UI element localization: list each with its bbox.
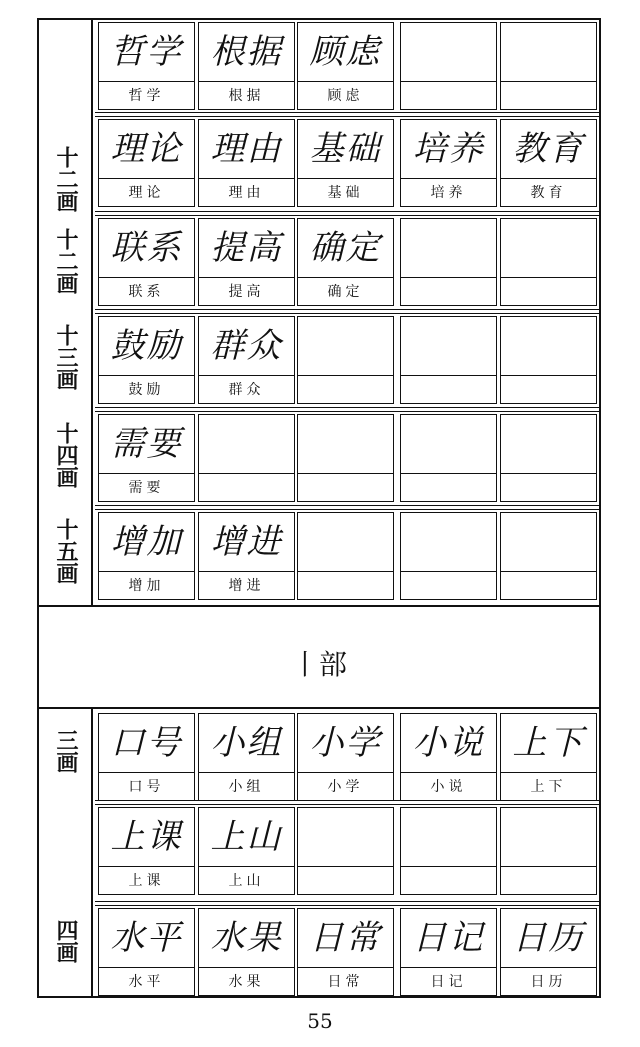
row-separator xyxy=(95,505,601,510)
cell-divider xyxy=(298,571,393,572)
cursive-word: 提高 xyxy=(210,228,283,268)
cell-divider xyxy=(501,967,596,968)
printed-word: 小学 xyxy=(327,779,364,795)
cell-divider xyxy=(99,178,194,179)
printed-word: 增进 xyxy=(228,578,265,594)
printed-word: 基础 xyxy=(327,185,364,201)
cell-divider xyxy=(99,866,194,867)
character-cell xyxy=(198,512,295,600)
cell-divider xyxy=(199,81,294,82)
cursive-word: 日历 xyxy=(512,918,585,958)
character-cell xyxy=(297,218,394,306)
character-cell xyxy=(500,908,597,996)
cell-divider xyxy=(99,967,194,968)
cursive-word xyxy=(401,808,496,866)
printed-word: 顾虑 xyxy=(327,88,364,104)
cursive-word xyxy=(501,808,596,866)
printed-word: 群众 xyxy=(228,382,265,398)
stroke-label-15 xyxy=(37,518,93,591)
cell-divider xyxy=(99,375,194,376)
printed-word: 水果 xyxy=(228,974,265,990)
stroke-label-3 xyxy=(37,729,93,780)
cell-divider xyxy=(199,178,294,179)
cell-divider xyxy=(298,473,393,474)
stroke-label-3-text: 三画 xyxy=(53,729,78,773)
cell-divider xyxy=(99,473,194,474)
cursive-word: 培养 xyxy=(412,129,485,169)
cell-divider xyxy=(298,375,393,376)
character-cell xyxy=(297,414,394,502)
character-cell xyxy=(98,908,195,996)
cursive-word xyxy=(298,808,393,866)
cursive-word: 水平 xyxy=(110,918,183,958)
printed-word: 培养 xyxy=(430,185,467,201)
character-cell xyxy=(500,414,597,502)
cursive-word: 理由 xyxy=(210,129,283,169)
character-cell xyxy=(198,218,295,306)
character-cell xyxy=(297,807,394,895)
cursive-word xyxy=(501,513,596,571)
printed-word xyxy=(401,573,496,599)
printed-word: 增加 xyxy=(128,578,165,594)
printed-word xyxy=(501,475,596,501)
character-cell xyxy=(198,316,295,404)
stroke-label-12-text: 十二画 xyxy=(53,146,78,212)
cell-divider xyxy=(401,967,496,968)
cell-divider xyxy=(99,277,194,278)
cell-divider xyxy=(501,473,596,474)
character-cell xyxy=(198,119,295,207)
cell-divider xyxy=(199,967,294,968)
cursive-word: 根据 xyxy=(210,32,283,72)
cursive-word: 增加 xyxy=(110,522,183,562)
character-cell xyxy=(98,218,195,306)
stroke-label-4 xyxy=(37,919,93,970)
cell-divider xyxy=(501,866,596,867)
stroke-label-12b xyxy=(37,228,93,301)
character-cell xyxy=(297,713,394,801)
cursive-word xyxy=(199,415,294,473)
row-separator xyxy=(95,901,601,906)
character-cell xyxy=(198,807,295,895)
printed-word xyxy=(501,573,596,599)
stroke-label-14 xyxy=(37,422,93,495)
cursive-word: 上山 xyxy=(210,817,283,857)
cell-divider xyxy=(501,772,596,773)
printed-word xyxy=(501,279,596,305)
cursive-word: 小组 xyxy=(210,723,283,763)
section-title: 丨部 xyxy=(290,648,347,681)
cell-divider xyxy=(401,772,496,773)
cursive-word xyxy=(501,23,596,81)
printed-word xyxy=(199,475,294,501)
cell-divider xyxy=(199,772,294,773)
cell-divider xyxy=(501,81,596,82)
cursive-word: 哲学 xyxy=(110,32,183,72)
character-cell xyxy=(500,218,597,306)
character-cell xyxy=(98,713,195,801)
character-cell xyxy=(400,414,497,502)
cursive-word: 上课 xyxy=(110,817,183,857)
cell-divider xyxy=(401,571,496,572)
cell-divider xyxy=(99,81,194,82)
cursive-word: 群众 xyxy=(210,326,283,366)
cell-divider xyxy=(199,375,294,376)
printed-word: 哲学 xyxy=(128,88,165,104)
stroke-label-15-text: 十五画 xyxy=(53,518,78,584)
cursive-word: 水果 xyxy=(210,918,283,958)
cursive-word: 增进 xyxy=(210,522,283,562)
cursive-word xyxy=(298,317,393,375)
cursive-word: 需要 xyxy=(110,424,183,464)
row-separator xyxy=(95,309,601,314)
character-cell xyxy=(198,414,295,502)
cursive-word: 教育 xyxy=(512,129,585,169)
character-cell xyxy=(297,908,394,996)
printed-word xyxy=(401,868,496,894)
character-cell xyxy=(400,316,497,404)
printed-word: 上课 xyxy=(128,873,165,889)
cursive-word: 上下 xyxy=(512,723,585,763)
character-cell xyxy=(98,119,195,207)
stroke-label-13-text: 十三画 xyxy=(53,324,78,390)
cursive-word xyxy=(401,317,496,375)
character-cell xyxy=(198,908,295,996)
printed-word: 上下 xyxy=(530,779,567,795)
cell-divider xyxy=(298,81,393,82)
printed-word: 水平 xyxy=(128,974,165,990)
printed-word: 理论 xyxy=(128,185,165,201)
character-cell xyxy=(400,908,497,996)
character-cell xyxy=(400,218,497,306)
cursive-word: 顾虑 xyxy=(309,32,382,72)
cursive-word xyxy=(401,415,496,473)
character-cell xyxy=(500,119,597,207)
character-cell xyxy=(98,316,195,404)
printed-word: 理由 xyxy=(228,185,265,201)
character-cell xyxy=(400,713,497,801)
printed-word xyxy=(298,475,393,501)
cell-divider xyxy=(501,571,596,572)
stroke-label-12 xyxy=(37,146,93,219)
cursive-word xyxy=(501,317,596,375)
stroke-label-13 xyxy=(37,324,93,397)
cell-divider xyxy=(298,772,393,773)
character-cell xyxy=(98,512,195,600)
character-cell xyxy=(400,807,497,895)
character-cell xyxy=(400,512,497,600)
cell-divider xyxy=(501,178,596,179)
printed-word xyxy=(501,868,596,894)
cell-divider xyxy=(199,571,294,572)
character-cell xyxy=(98,807,195,895)
cell-divider xyxy=(99,571,194,572)
stroke-label-column-bottom xyxy=(37,709,93,998)
printed-word xyxy=(298,377,393,403)
character-cell xyxy=(500,22,597,110)
row-separator xyxy=(95,800,601,805)
cursive-word: 确定 xyxy=(309,228,382,268)
cursive-word xyxy=(298,415,393,473)
printed-word xyxy=(298,868,393,894)
cursive-word xyxy=(298,513,393,571)
printed-word: 上山 xyxy=(228,873,265,889)
printed-word: 日常 xyxy=(327,974,364,990)
printed-word: 小组 xyxy=(228,779,265,795)
cursive-word: 理论 xyxy=(110,129,183,169)
printed-word xyxy=(401,475,496,501)
printed-word: 日历 xyxy=(530,974,567,990)
cell-divider xyxy=(401,866,496,867)
cell-divider xyxy=(501,277,596,278)
character-cell xyxy=(297,22,394,110)
cell-divider xyxy=(199,866,294,867)
cell-divider xyxy=(401,375,496,376)
cell-divider xyxy=(401,473,496,474)
printed-word xyxy=(501,377,596,403)
printed-word xyxy=(401,279,496,305)
printed-word: 联系 xyxy=(128,284,165,300)
stroke-label-14-text: 十四画 xyxy=(53,422,78,488)
cursive-word: 基础 xyxy=(309,129,382,169)
cell-divider xyxy=(199,473,294,474)
printed-word xyxy=(401,83,496,109)
cursive-word xyxy=(401,513,496,571)
printed-word: 小说 xyxy=(430,779,467,795)
character-cell xyxy=(500,807,597,895)
printed-word: 根据 xyxy=(228,88,265,104)
cell-divider xyxy=(298,866,393,867)
row-separator xyxy=(95,211,601,216)
printed-word: 确定 xyxy=(327,284,364,300)
stroke-label-column-top xyxy=(37,18,93,605)
character-cell xyxy=(500,713,597,801)
character-cell xyxy=(98,414,195,502)
cursive-word: 日记 xyxy=(412,918,485,958)
printed-word: 口号 xyxy=(128,779,165,795)
cursive-word: 日常 xyxy=(309,918,382,958)
printed-word: 鼓励 xyxy=(128,382,165,398)
character-cell xyxy=(400,119,497,207)
cursive-word xyxy=(401,219,496,277)
cell-divider xyxy=(298,178,393,179)
character-cell xyxy=(198,713,295,801)
printed-word: 需要 xyxy=(128,480,165,496)
cursive-word xyxy=(401,23,496,81)
character-cell xyxy=(500,316,597,404)
cell-divider xyxy=(199,277,294,278)
printed-word xyxy=(501,83,596,109)
character-cell xyxy=(198,22,295,110)
stroke-label-4-text: 四画 xyxy=(53,919,78,963)
character-cell xyxy=(98,22,195,110)
printed-word: 教育 xyxy=(530,185,567,201)
character-cell xyxy=(500,512,597,600)
cell-divider xyxy=(298,967,393,968)
character-cell xyxy=(400,22,497,110)
character-cell xyxy=(297,316,394,404)
printed-word: 日记 xyxy=(430,974,467,990)
row-separator xyxy=(95,407,601,412)
row-separator xyxy=(95,112,601,117)
radical-section-header xyxy=(37,605,601,709)
cell-divider xyxy=(298,277,393,278)
cell-divider xyxy=(401,178,496,179)
cell-divider xyxy=(401,81,496,82)
cell-divider xyxy=(501,375,596,376)
printed-word: 提高 xyxy=(228,284,265,300)
cursive-word: 鼓励 xyxy=(110,326,183,366)
printed-word xyxy=(298,573,393,599)
page-number: 55 xyxy=(307,1009,333,1033)
cursive-word xyxy=(501,415,596,473)
cursive-word: 口号 xyxy=(110,723,183,763)
printed-word xyxy=(401,377,496,403)
cursive-word xyxy=(501,219,596,277)
cell-divider xyxy=(401,277,496,278)
stroke-label-12b-text: 十二画 xyxy=(53,228,78,294)
character-cell xyxy=(297,512,394,600)
cell-divider xyxy=(99,772,194,773)
character-cell xyxy=(297,119,394,207)
cursive-word: 小学 xyxy=(309,723,382,763)
cursive-word: 小说 xyxy=(412,723,485,763)
cursive-word: 联系 xyxy=(110,228,183,268)
